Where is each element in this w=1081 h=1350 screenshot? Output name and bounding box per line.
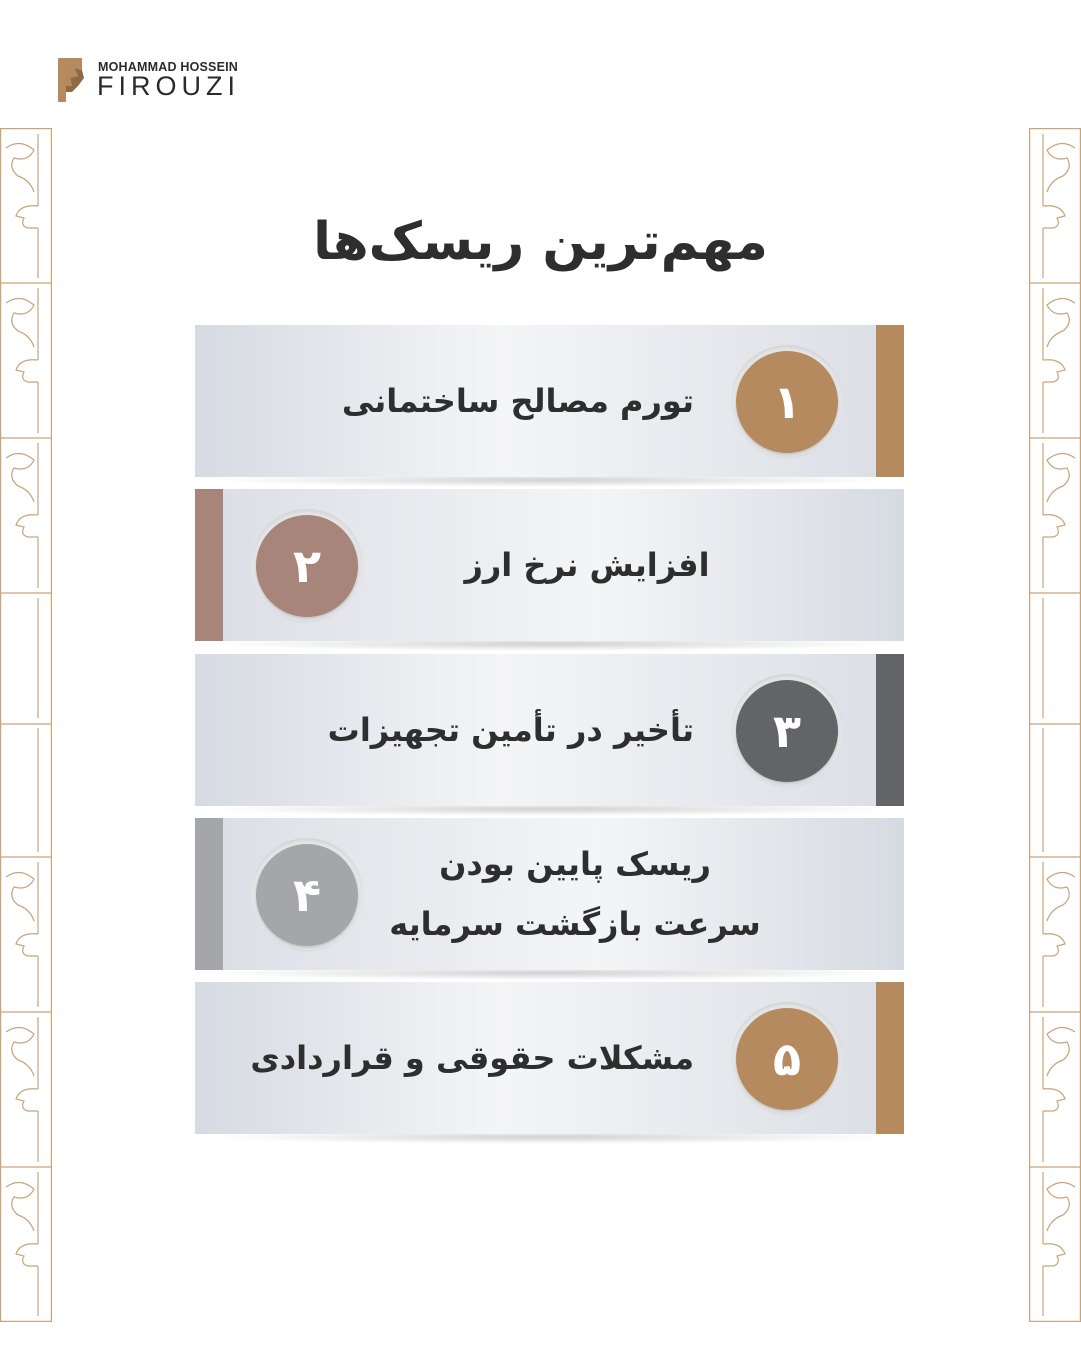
card-accent-stripe — [876, 982, 904, 1134]
risk-number: ۳ — [772, 704, 802, 758]
risk-number: ۲ — [292, 539, 322, 593]
risk-number: ۱ — [772, 375, 802, 429]
card-accent-stripe — [195, 489, 223, 641]
card-accent-stripe — [876, 325, 904, 477]
risk-label-line-2: سرعت بازگشت سرمایه — [389, 905, 761, 943]
number-circle-frame — [731, 345, 843, 457]
risk-label: افزایش نرخ ارز — [464, 546, 710, 584]
risk-card-5 — [195, 982, 904, 1134]
risk-label: تورم مصالح ساختمانی — [341, 382, 694, 420]
risk-label: تأخیر در تأمین تجهیزات — [327, 711, 694, 749]
risk-label — [375, 834, 775, 954]
horse-head-icon — [56, 56, 86, 104]
number-circle-frame — [731, 674, 843, 786]
risk-card-2 — [195, 489, 904, 641]
number-circle-frame — [731, 1002, 843, 1114]
risk-card-4 — [195, 818, 904, 970]
number-circle — [736, 1008, 838, 1110]
brand-name-main: FIROUZI — [97, 71, 240, 101]
risk-card-1 — [195, 325, 904, 477]
number-circle — [736, 680, 838, 782]
risk-card-3 — [195, 654, 904, 806]
card-accent-stripe — [195, 818, 223, 970]
brand-name-top: MOHAMMAD HOSSEIN — [98, 60, 239, 74]
number-circle-frame — [251, 509, 363, 621]
risk-label-line-1: ریسک پایین بودن — [439, 845, 711, 883]
risk-number: ۵ — [772, 1032, 802, 1086]
decorative-border-right — [1029, 128, 1081, 1322]
page-title: مهم‌ترین ریسک‌ها — [313, 212, 768, 272]
card-accent-stripe — [876, 654, 904, 806]
decorative-border-left — [0, 128, 52, 1322]
number-circle-frame — [251, 838, 363, 950]
risk-label: مشکلات حقوقی و قراردادی — [250, 1039, 694, 1077]
number-circle — [256, 844, 358, 946]
number-circle — [256, 515, 358, 617]
number-circle — [736, 351, 838, 453]
risk-number: ۴ — [292, 868, 322, 922]
